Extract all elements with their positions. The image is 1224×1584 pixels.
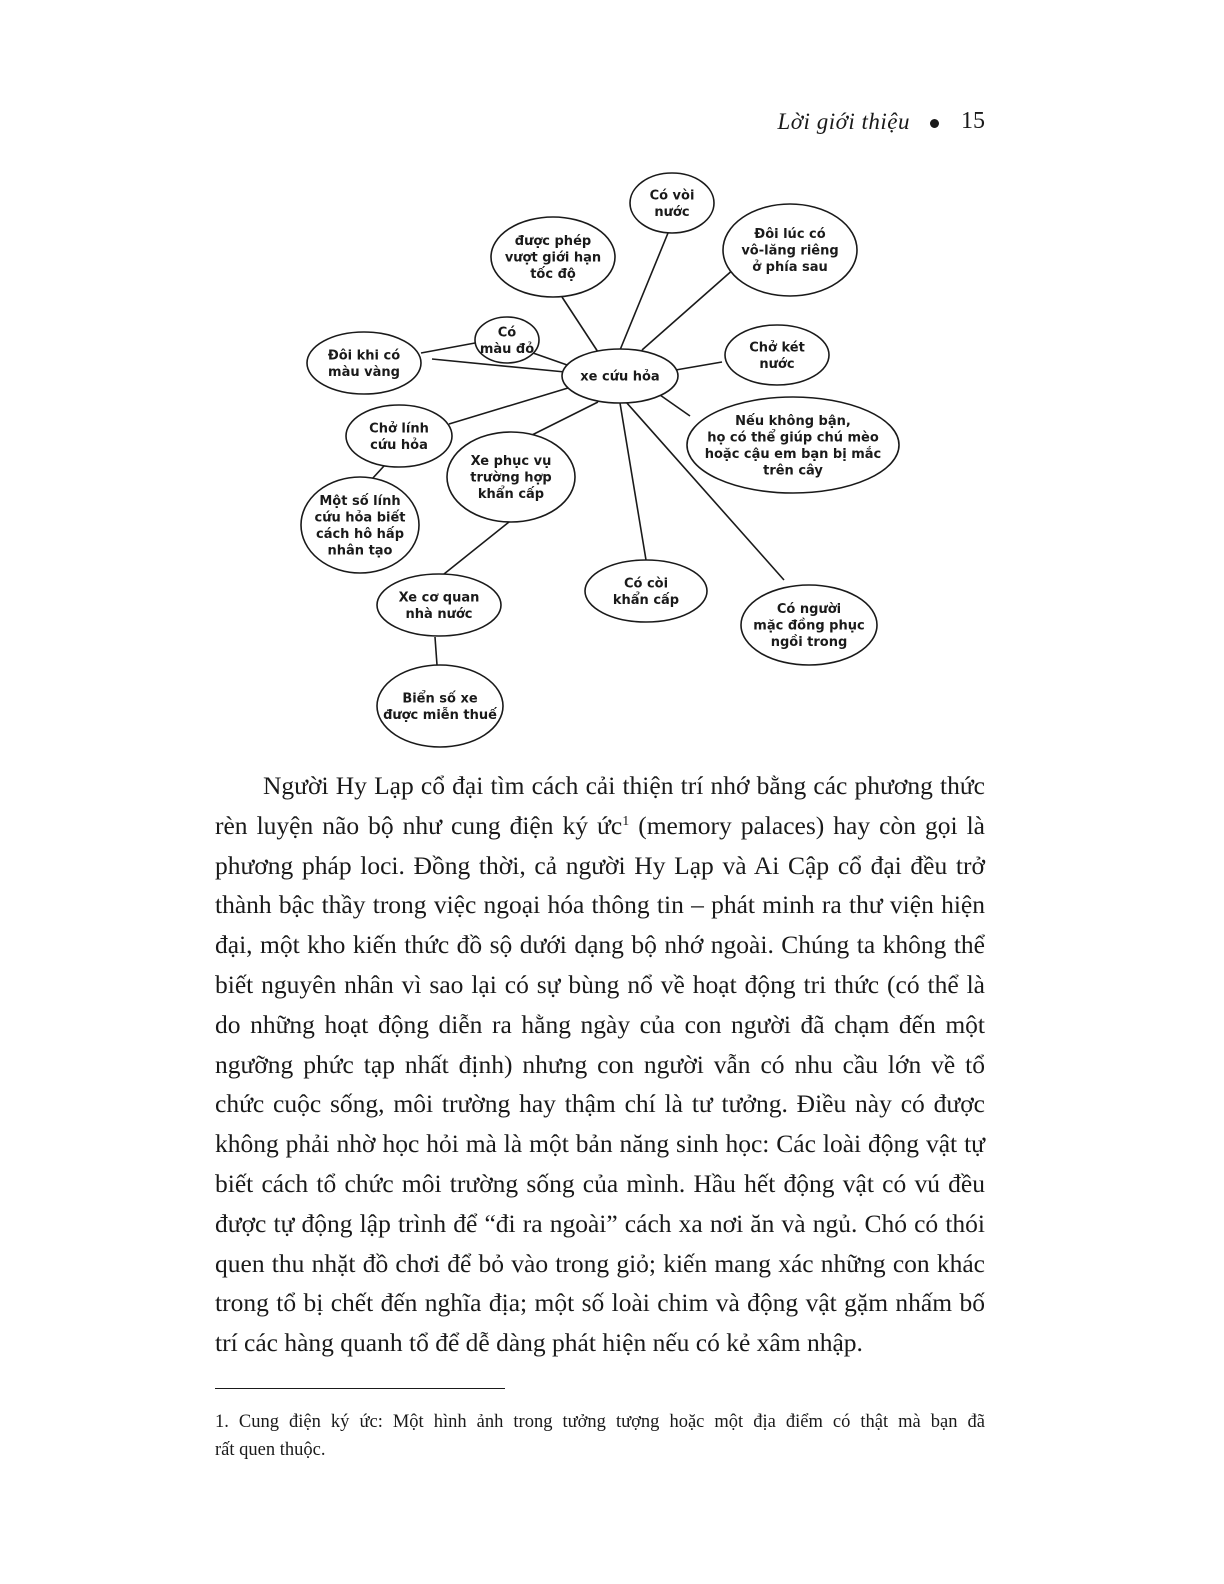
body-line: biết cách tổ chức môi trường sống của mình. Hầu hết động vật có vú đều	[215, 1168, 985, 1198]
connector-line	[372, 466, 384, 479]
node-label-line: ngồi trong	[770, 635, 848, 650]
body-line: thành bậc thầy trong việc ngoại hóa thông tin – phát minh ra thư viện hiện	[215, 890, 985, 920]
node-label-line: cứu hỏa	[370, 437, 428, 453]
footnote	[215, 1408, 985, 1464]
mind-map-diagram	[0, 0, 1224, 760]
node-label-line: được phép	[514, 234, 592, 249]
node-label	[314, 494, 405, 559]
node-label-line: Có còi	[623, 576, 669, 592]
body-paragraph	[215, 766, 985, 1363]
node-label-line: nhà nước	[405, 606, 473, 622]
node-label-line: ở phía sau	[752, 260, 828, 275]
node-label-line: Một số lính	[319, 493, 401, 509]
node-label-line: Xe phục vụ	[470, 454, 552, 469]
node-label-line: cách hô hấp	[315, 526, 405, 542]
node-label-line: khẩn cấp	[477, 487, 545, 502]
body-line: quen thu nhặt đồ chơi để bỏ vào trong giỏ; kiến mang xác những con khác	[215, 1248, 985, 1278]
node-vuot-gioi-han	[491, 217, 615, 297]
node-label-line: Nếu không bận,	[735, 413, 851, 429]
node-label-line: nước	[654, 204, 690, 220]
center-node	[562, 349, 678, 403]
body-line: Người Hy Lạp cổ đại tìm cách cải thiện trí nhớ bằng các phương thức	[263, 771, 985, 800]
node-giup-meo	[687, 397, 899, 493]
node-dong-phuc	[741, 585, 877, 665]
node-label-line: Có	[497, 325, 517, 341]
page-number: 15	[961, 108, 985, 134]
node-mau-vang	[307, 332, 421, 394]
node-label-line: được miễn thuế	[383, 707, 497, 723]
node-label-line: họ có thể giúp chú mèo	[707, 430, 879, 446]
node-label-line: Đôi lúc có	[754, 227, 826, 242]
node-label-line: vô-lăng riêng	[741, 243, 839, 259]
body-line: trí các hàng quanh tổ để dễ dàng phát hiện nếu có kẻ xâm nhập.	[215, 1328, 863, 1358]
node-bien-so	[377, 665, 503, 747]
node-label-line: màu đỏ	[479, 341, 535, 357]
node-label-line: màu vàng	[328, 364, 400, 380]
node-label	[580, 370, 659, 385]
node-label-line: Đôi khi có	[327, 348, 401, 364]
node-label	[369, 421, 429, 453]
node-label-line: vượt giới hạn	[504, 250, 602, 266]
node-label-line: Chở két	[749, 340, 805, 356]
connector-line	[444, 522, 509, 574]
connector-line	[533, 353, 570, 366]
body-line: biết nguyên nhân vì sao lại có sự bùng nổ về hoạt động tri thức (có thể là	[215, 969, 985, 999]
node-label	[470, 454, 551, 502]
node-label	[399, 590, 480, 622]
section-title: Lời giới thiệu	[777, 108, 910, 134]
connector-line	[421, 343, 475, 353]
footnote-ref[interactable]: 1	[622, 813, 630, 829]
node-coi	[585, 560, 707, 622]
connector-line	[660, 395, 690, 416]
node-label-line: khẩn cấp	[612, 592, 680, 608]
body-line: không phải nhờ học hỏi mà là một bản năng sinh học: Các loài động vật tự	[215, 1129, 985, 1159]
node-voi-nuoc	[630, 173, 714, 233]
body-line: được tự động lập trình để “đi ra ngoài” cách xa nơi ăn và ngủ. Chó có thói	[215, 1208, 985, 1238]
node-khan-cap	[447, 432, 575, 522]
node-label	[650, 188, 695, 220]
node-label-line: Biển số xe	[402, 691, 478, 707]
node-label-line: hoặc cậu em bạn bị mắc	[704, 446, 882, 462]
node-co-quan	[377, 574, 501, 636]
connector-line	[435, 637, 437, 665]
node-mau-do	[475, 317, 539, 363]
footnote-line: rất quen thuộc.	[215, 1440, 326, 1460]
node-label-line: Xe cơ quan	[398, 590, 480, 606]
node-label-line: tốc độ	[530, 267, 576, 282]
body-line: phương pháp loci. Đồng thời, cả người Hy Lạp và Ai Cập cổ đại đều trở	[215, 850, 985, 880]
node-label-line: Có vòi	[649, 188, 695, 204]
node-label-line: nhân tạo	[327, 543, 393, 559]
node-label-line: trường hợp	[470, 470, 552, 486]
connector-line	[620, 403, 646, 560]
body-line: chức cuộc sống, môi trường hay thậm chí là tư tưởng. Điều này có được	[215, 1089, 985, 1119]
node-label-line: Có người	[776, 602, 842, 617]
body-line: rèn luyện não bộ như cung điện ký ức$^1$ (memory palaces) hay còn gọi là	[215, 810, 985, 840]
body-line: đại, một kho kiến thức đồ sộ dưới dạng bộ nhớ ngoài. Chúng ta không thể	[215, 930, 985, 960]
connector-line	[642, 268, 735, 350]
node-label-line: trên cây	[763, 463, 823, 479]
footnote-line: 1. Cung điện ký ức: Một hình ảnh trong tưởng tượng hoặc một địa điểm có thật mà bạn đã	[215, 1412, 985, 1432]
node-label-line: Chở lính	[369, 421, 429, 437]
node-ho-hap	[301, 477, 419, 573]
node-label-line: mặc đồng phục	[753, 618, 865, 634]
node-label-line: nước	[759, 356, 795, 372]
connector-line	[562, 297, 598, 352]
node-label	[328, 348, 400, 380]
node-label-line: cứu hỏa biết	[314, 510, 406, 526]
node-vo-lang	[723, 204, 857, 296]
connector-line	[449, 388, 568, 424]
node-linh-cuu-hoa	[346, 405, 452, 467]
node-label-line: xe cứu hỏa	[580, 369, 660, 385]
footnote-divider	[215, 1388, 505, 1389]
node-label	[741, 227, 838, 275]
body-line: ngưỡng phức tạp nhất định) nhưng con người vẫn có nhu cầu lớn về tổ	[215, 1049, 985, 1079]
body-line: trong tổ bị chết đến nghĩa địa; một số loài chim và động vật gặm nhấm bố	[215, 1288, 985, 1318]
node-ket-nuoc	[725, 325, 829, 385]
body-line: do những hoạt động diễn ra hằng ngày của con người đã chạm đến một	[215, 1009, 985, 1039]
